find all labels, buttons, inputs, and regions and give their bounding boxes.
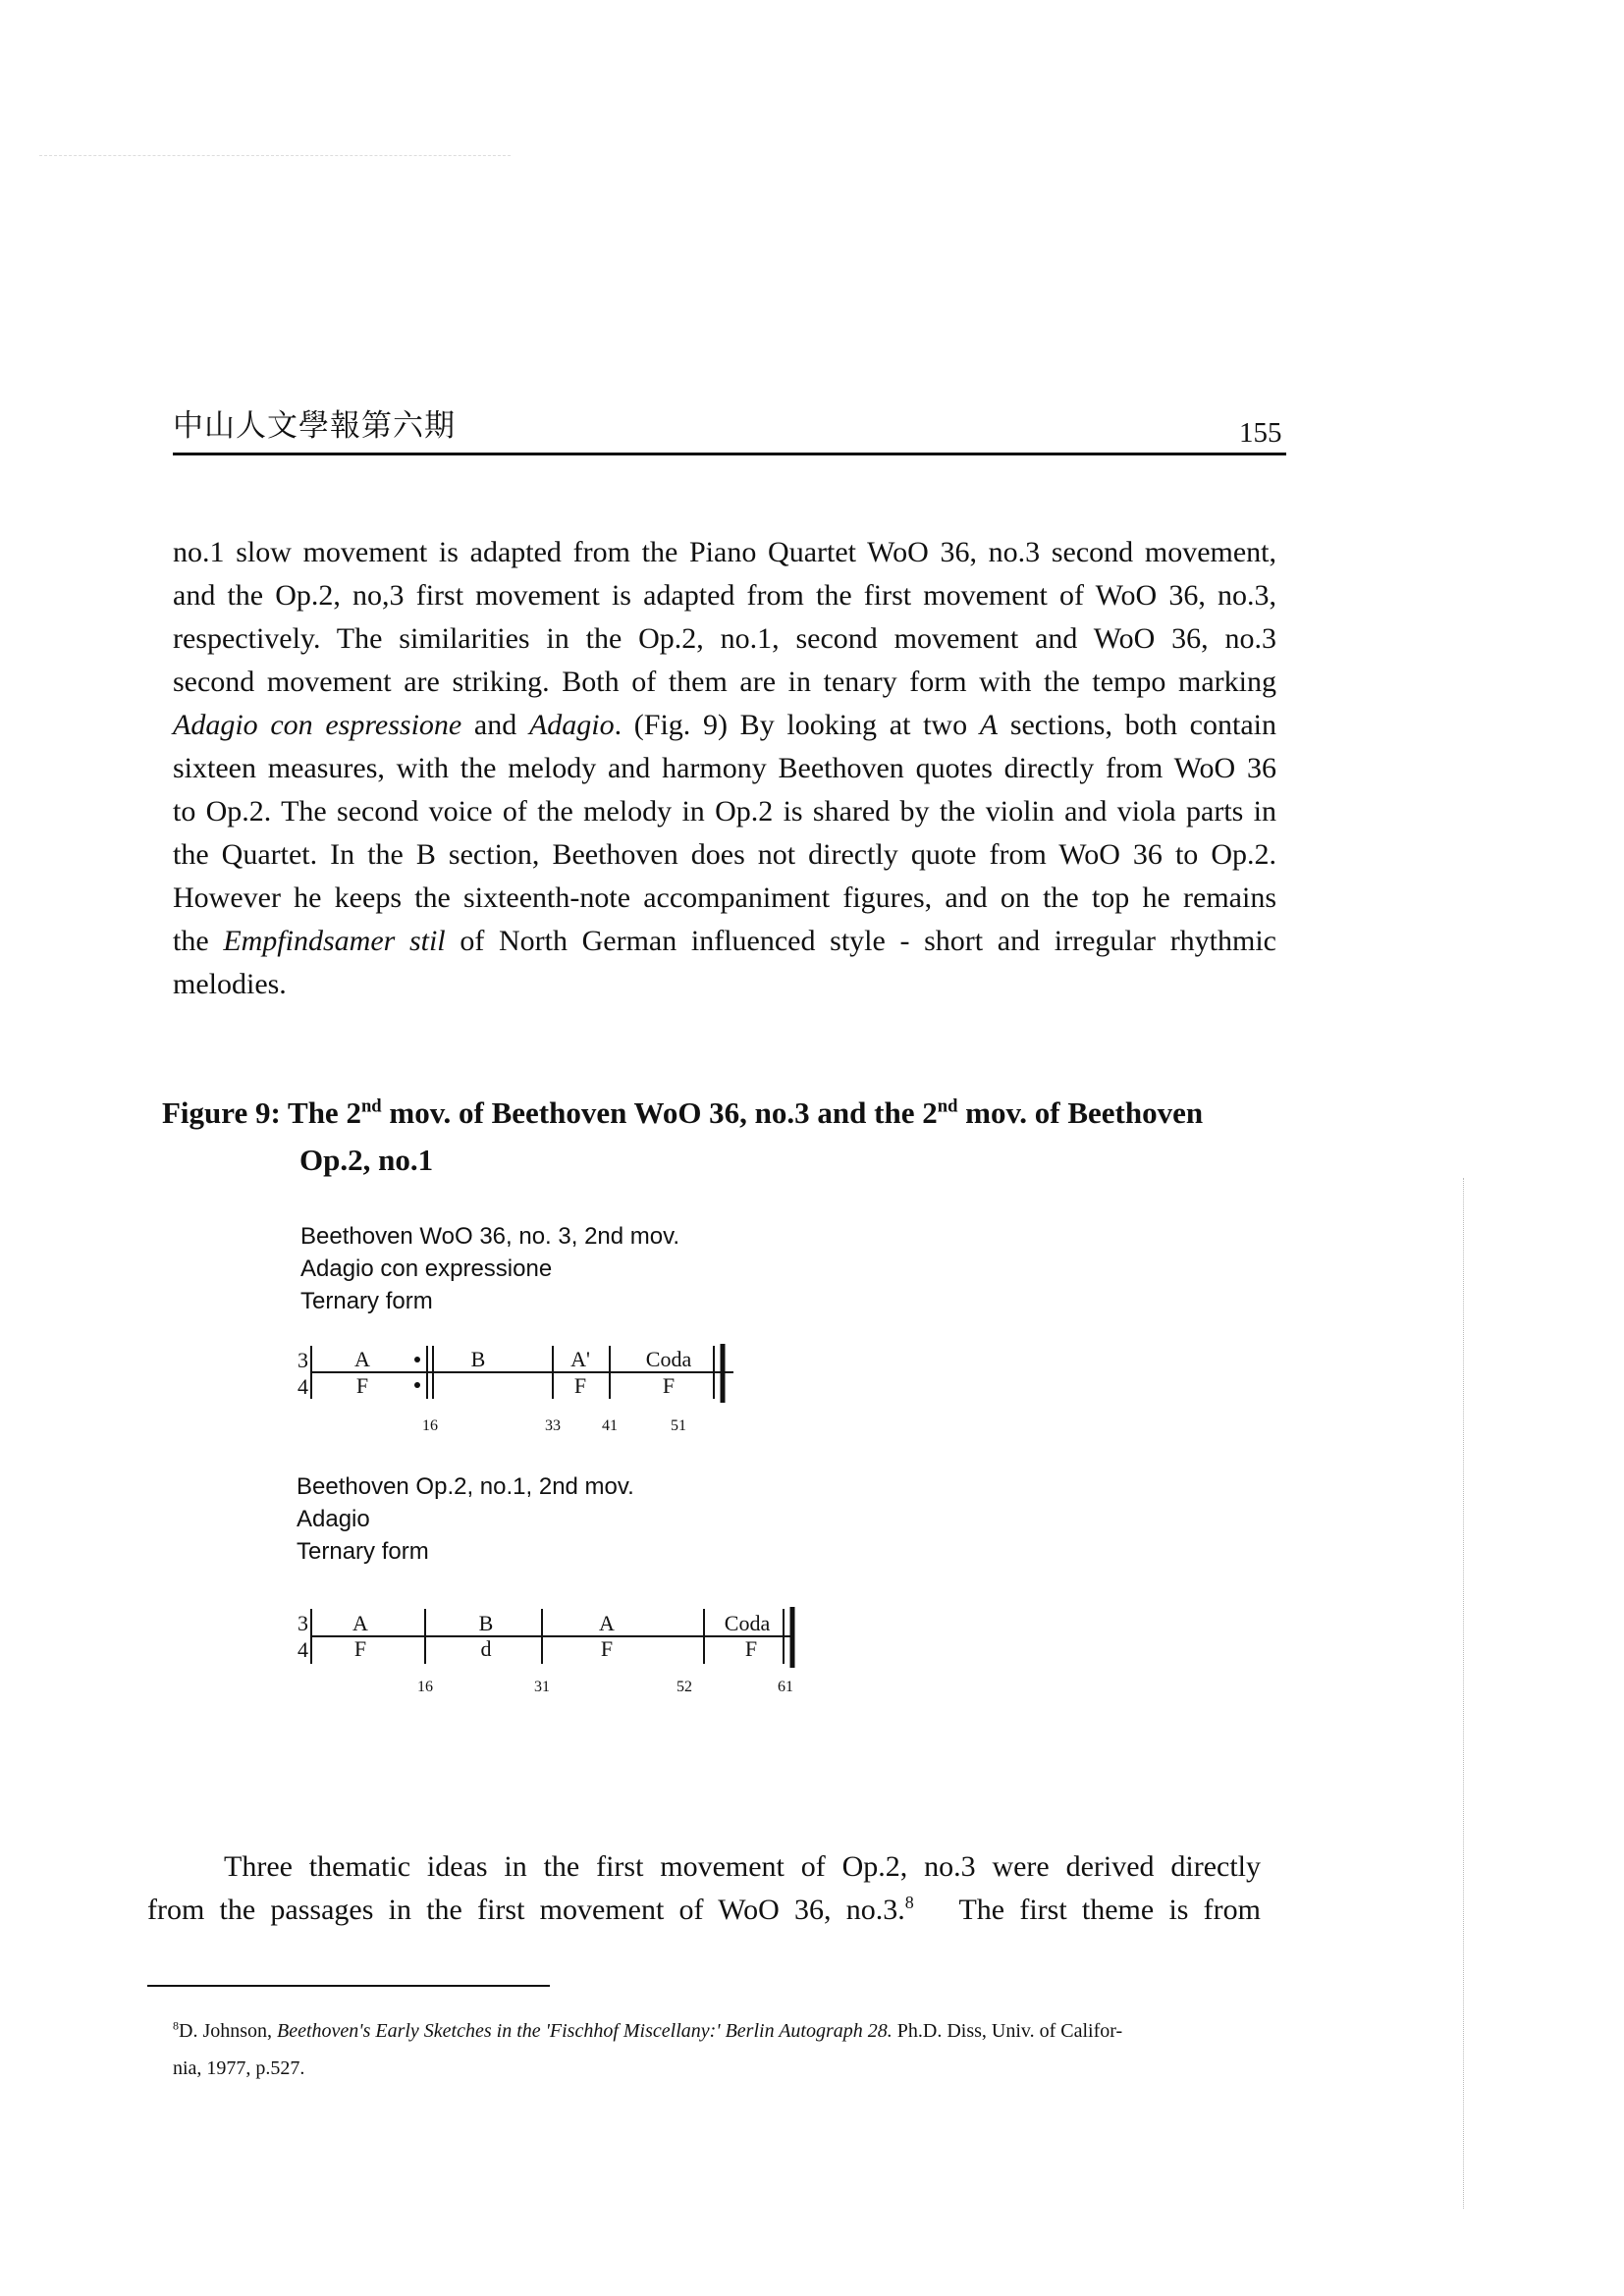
key-label: F xyxy=(353,1636,367,1661)
body-paragraph-1 xyxy=(173,531,1276,1006)
text-line: to Op.2. The second voice of the melody in Op.2 is shared by the violin and viola parts in xyxy=(173,795,1276,828)
diagram-form: Ternary form xyxy=(300,1288,433,1314)
section-label: A xyxy=(599,1611,615,1635)
scan-edge xyxy=(1463,1178,1464,2209)
diagram-1-header xyxy=(300,1220,679,1317)
section-label: A' xyxy=(570,1347,590,1371)
text-line: However he keeps the sixteenth-note accompaniment figures, and on the top he remains xyxy=(173,881,1276,914)
caption-text: mov. of Beethoven WoO 36, no.3 and the 2 xyxy=(381,1095,938,1130)
figure-label: Figure 9: xyxy=(162,1095,281,1130)
text-run: . (Fig. 9) By looking at two xyxy=(614,709,980,741)
text-run: and xyxy=(461,709,529,741)
page-number: 155 xyxy=(1239,417,1282,449)
form-diagram-2 xyxy=(290,1603,820,1701)
italic-term: Adagio xyxy=(528,709,615,741)
journal-title: 中山人文學報第六期 xyxy=(173,408,456,444)
italic-term: A xyxy=(979,709,999,741)
footnote-marker: 8 xyxy=(173,2018,179,2033)
superscript: nd xyxy=(937,1095,958,1117)
superscript: nd xyxy=(360,1095,382,1117)
measure-number: 41 xyxy=(602,1417,618,1434)
footnote-line: nia, 1977, p.527. xyxy=(173,2057,305,2079)
measure-number: 31 xyxy=(534,1679,550,1695)
key-label: F xyxy=(573,1373,587,1398)
measure-number: 16 xyxy=(417,1679,433,1695)
scan-artifact xyxy=(39,155,511,156)
measure-number: 61 xyxy=(778,1679,793,1695)
measure-number: 51 xyxy=(671,1417,686,1434)
meter-bottom: 4 xyxy=(298,1637,308,1662)
key-label: F xyxy=(744,1636,758,1661)
section-label: B xyxy=(470,1347,486,1371)
text-line: melodies. xyxy=(173,968,287,1000)
repeat-dot xyxy=(414,1357,420,1362)
key-label: F xyxy=(355,1373,369,1398)
text-line: respectively. The similarities in the Op.2, no.1, second movement and WoO 36, no.3 xyxy=(173,622,1276,655)
text-run: sections, both contain xyxy=(998,709,1276,741)
section-label: Coda xyxy=(645,1347,692,1371)
meter-top: 3 xyxy=(298,1611,308,1635)
text-line xyxy=(173,704,1276,747)
measure-number: 52 xyxy=(677,1679,692,1695)
text-line: no.1 slow movement is adapted from the Piano Quartet WoO 36, no.3 second movement, xyxy=(173,536,1276,568)
section-label: A xyxy=(354,1347,370,1371)
text-run: The first theme is from xyxy=(958,1894,1261,1926)
key-label: F xyxy=(600,1636,614,1661)
footnote xyxy=(173,2012,1276,2087)
text-line xyxy=(147,1889,1261,1932)
meter-bottom: 4 xyxy=(298,1374,308,1399)
figure-caption xyxy=(162,1090,1281,1184)
text-line: Three thematic ideas in the first movement of Op.2, no.3 were derived directly xyxy=(224,1850,1261,1883)
italic-term: Empfindsamer stil xyxy=(223,925,446,957)
diagram-tempo: Adagio xyxy=(297,1506,370,1532)
meter-top: 3 xyxy=(298,1348,308,1372)
caption-text: mov. of Beethoven xyxy=(957,1095,1204,1130)
footnote-text: Ph.D. Diss, Univ. of Califor- xyxy=(892,2020,1123,2042)
footnote-line xyxy=(173,2012,1276,2050)
diagram-2-header xyxy=(297,1470,634,1568)
diagram-form: Ternary form xyxy=(297,1538,429,1565)
section-label: A xyxy=(352,1611,368,1635)
caption-line: Op.2, no.1 xyxy=(299,1143,434,1177)
italic-term: Adagio con espressione xyxy=(173,709,462,741)
measure-number: 16 xyxy=(422,1417,438,1434)
caption-line xyxy=(162,1090,1281,1137)
text-line: and the Op.2, no,3 first movement is adapted from the first movement of WoO 36, no.3, xyxy=(173,579,1276,612)
text-run: of North German influenced style - short and irregular rhythmic xyxy=(445,925,1277,957)
text-line: second movement are striking. Both of them are in tenary form with the tempo marking xyxy=(173,666,1276,698)
text-line xyxy=(173,920,1276,963)
caption-text: The 2 xyxy=(280,1095,361,1130)
measure-number: 33 xyxy=(545,1417,561,1434)
footnote-reference[interactable]: 8 xyxy=(904,1893,914,1912)
text-run: from the passages in the first movement of WoO 36, no.3. xyxy=(147,1894,905,1926)
text-run: the xyxy=(173,925,224,957)
text-line: the Quartet. In the B section, Beethoven does not directly quote from WoO 36 to Op.2. xyxy=(173,838,1276,871)
body-paragraph-2 xyxy=(147,1845,1261,1932)
header-rule xyxy=(173,453,1286,455)
section-label: Coda xyxy=(724,1611,771,1635)
form-diagram-1 xyxy=(290,1338,751,1446)
footnote-rule xyxy=(147,1985,550,1987)
footnote-title: Beethoven's Early Sketches in the 'Fischhof Miscellany:' Berlin Autograph 28. xyxy=(277,2020,893,2042)
footnote-author: D. Johnson, xyxy=(179,2020,278,2042)
section-label: B xyxy=(478,1611,494,1635)
key-label: d xyxy=(480,1636,492,1661)
repeat-dot xyxy=(414,1382,420,1388)
diagram-title: Beethoven Op.2, no.1, 2nd mov. xyxy=(297,1473,634,1500)
diagram-tempo: Adagio con expressione xyxy=(300,1255,553,1282)
key-label: F xyxy=(662,1373,676,1398)
text-line: sixteen measures, with the melody and harmony Beethoven quotes directly from WoO 36 xyxy=(173,752,1276,784)
diagram-title: Beethoven WoO 36, no. 3, 2nd mov. xyxy=(300,1223,680,1250)
